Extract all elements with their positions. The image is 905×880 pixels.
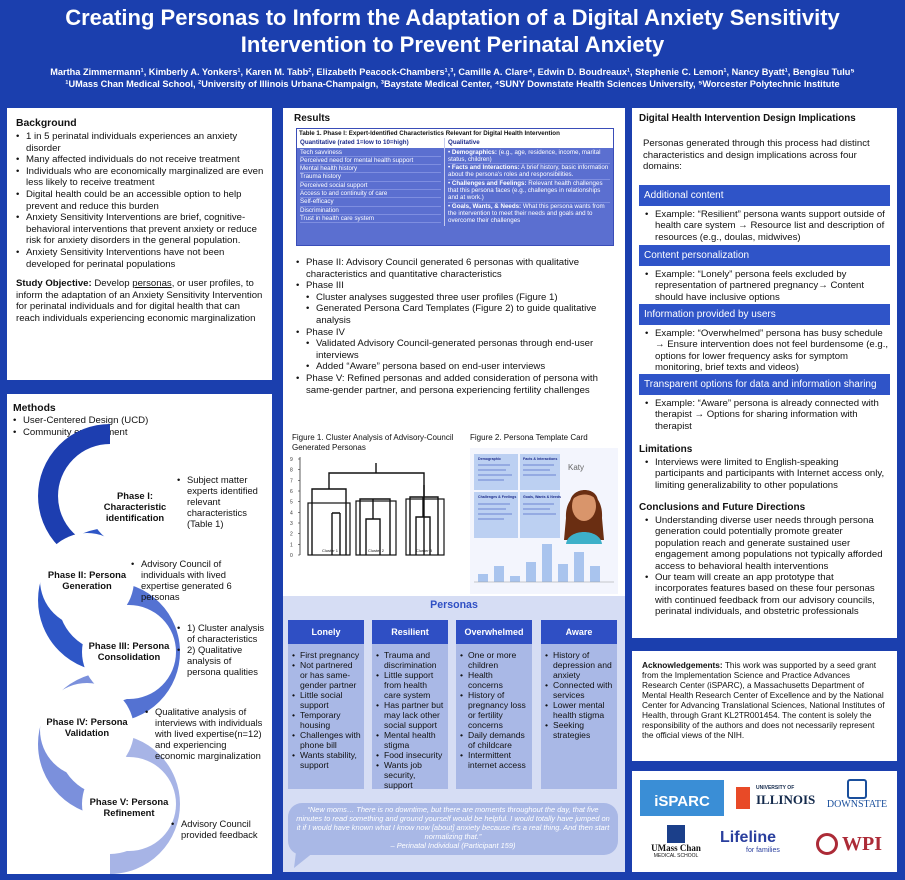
qual-term: Demographics: <box>451 148 497 156</box>
persona-name: Resilient <box>372 620 448 644</box>
list-item: • Wants stability, support <box>292 750 361 770</box>
cluster-label: Cluster 2 <box>368 548 385 553</box>
list-item: • Little social support <box>292 690 361 710</box>
qual-term: Goals, Wants, & Needs: <box>451 202 522 210</box>
y-tick-label: 7 <box>290 478 293 485</box>
list-item: • Generated Persona Card Templates (Figure 2) to guide qualitative analysis <box>306 303 618 326</box>
design-section-heading: Additional content <box>639 185 890 206</box>
objective-pre: Develop <box>91 278 133 290</box>
design-section-text <box>645 398 889 432</box>
table-header-quant: Quantitative (rated 1=low to 10=high) <box>297 138 445 147</box>
phase-5-label: Phase V: Persona Refinement <box>89 796 169 818</box>
y-tick-label: 8 <box>290 467 293 474</box>
table-cell: • Facts and Interactions: A brief history, basic information about the persona's roles and responsibilities. <box>448 164 609 179</box>
table-cell: Mental health history <box>300 165 441 173</box>
authors: Martha Zimmermann¹, Kimberly A. Yonkers¹, Karen M. Tabb², Elizabeth Peacock-Chambers¹,³, Camille A. Clare⁴, Edwin D. Boudreaux¹, Stephenie C. Lemon¹, Nancy Byatt¹, Bengisu Tulu⁵ <box>50 67 855 77</box>
illinois-name: ILLINOIS <box>756 792 816 807</box>
design-section-text <box>645 328 889 374</box>
table-header-row <box>297 138 613 147</box>
table-cell: Discrimination <box>300 207 441 215</box>
y-tick-label: 6 <box>290 489 293 495</box>
list-item: • Interviews were limited to English-speaking participants and participants with Internet access only, limiting generalizability to other populations <box>645 457 889 491</box>
y-tick-label: 3 <box>290 521 293 527</box>
y-ticks <box>290 457 300 559</box>
persona-name: Lonely <box>288 620 364 644</box>
list-item: • Many affected individuals do not receive treatment <box>16 154 264 166</box>
y-tick-label: 1 <box>290 542 293 549</box>
cluster-label: Cluster 3 <box>416 548 433 553</box>
list-item: • Mental health stigma <box>376 730 445 750</box>
list-item: • Connected with services <box>545 680 614 700</box>
isparc-text: iSPARC <box>654 793 710 810</box>
conclusions-title: Conclusions and Future Directions <box>639 502 806 513</box>
conclusions-list <box>645 515 889 618</box>
lifeline-name: Lifeline <box>720 829 777 846</box>
phase-3-desc <box>177 622 265 677</box>
logos-panel <box>632 771 897 872</box>
list-item: • Wants job security, support <box>376 760 445 790</box>
list-item: • Advisory Council provided feedback <box>171 818 267 840</box>
umass-mark-icon <box>667 825 685 843</box>
quote-attribution: – Perinatal Individual (Participant 159) <box>390 840 516 850</box>
table-cell: Tech savviness <box>300 149 441 157</box>
list-item: • Challenges with phone bill <box>292 730 361 750</box>
background-panel <box>7 108 272 380</box>
list-item: • Qualitative analysis of interviews with individuals with lived expertise(n=12) and experiencing economic marginalization <box>145 706 267 761</box>
illinois-sub: UNIVERSITY OF <box>756 785 795 791</box>
list-item: • History of pregnancy loss or fertility concerns <box>460 690 529 730</box>
list-item: • First pregnancy <box>292 650 361 660</box>
acknowledgements-panel <box>632 651 897 761</box>
affiliations: ¹UMass Chan Medical School, ²University of Illinois Urbana-Champaign, ³Baystate Medical Center, ⁴SUNY Downstate Health Sciences University, ⁵Worcester Polytechnic Institute <box>65 79 840 89</box>
persona-card-aware <box>541 620 617 789</box>
table-cell: Access to and continuity of care <box>300 190 441 198</box>
design-section-heading: Transparent options for data and information sharing <box>639 374 890 395</box>
authors-block <box>0 66 905 90</box>
list-item: • Digital health could be an accessible option to help prevent and reduce this burden <box>16 189 264 212</box>
personas-title: Personas <box>430 599 478 611</box>
table-cell: Perceived social support <box>300 182 441 190</box>
y-tick-label: 0 <box>290 553 293 559</box>
table-quant-col <box>297 148 445 226</box>
wpi-logo <box>816 833 892 859</box>
list-item: • Anxiety Sensitivity Interventions have not been developed for perinatal populations <box>16 247 264 270</box>
table-header-qual: Qualitative <box>448 139 480 147</box>
table-cell: Self-efficacy <box>300 198 441 206</box>
list-item: • 2) Qualitative analysis of persona qualities <box>177 644 265 677</box>
results-phases <box>296 257 618 396</box>
ack-label: Acknowledgements: <box>642 660 723 670</box>
persona-card-lonely <box>288 620 364 789</box>
table-caption: Table 1. Phase I: Expert-Identified Characteristics Relevant for Digital Health Intervention <box>297 129 613 138</box>
list-item: • 1 in 5 perinatal individuals experiences an anxiety disorder <box>16 131 264 154</box>
card-box-title: Facts & Interactions <box>523 457 558 461</box>
list-item: • Not partnered or has same-gender partner <box>292 660 361 690</box>
list-item: • History of depression and anxiety <box>545 650 614 680</box>
list-item: • Has partner but may lack other social support <box>376 700 445 730</box>
y-tick-label: 4 <box>290 510 293 517</box>
list-item: • Community engagement <box>13 427 263 439</box>
qual-term: Facts and Interactions: <box>451 164 520 172</box>
phase-5-desc <box>171 818 267 840</box>
persona-card-resilient <box>372 620 448 789</box>
persona-name: Katy <box>568 463 585 472</box>
design-title: Digital Health Intervention Design Implications <box>639 113 856 124</box>
list-item: • Cluster analyses suggested three user profiles (Figure 1) <box>306 292 618 304</box>
phase-1-label: Phase I: Characteristic identification <box>103 490 167 523</box>
qual-term: Challenges and Feelings: <box>451 179 527 187</box>
umass-sub: MEDICAL SCHOOL <box>653 853 699 859</box>
qual-text: A brief history, basic information about the persona's roles and responsibilities. <box>448 164 609 179</box>
quote-bubble <box>288 803 618 855</box>
list-item: • Temporary housing <box>292 710 361 730</box>
downstate-emblem-icon <box>847 779 867 799</box>
figure-1-dendrogram <box>288 455 458 575</box>
quote-tail <box>292 852 322 868</box>
table-cell: Perceived need for mental health support <box>300 157 441 165</box>
list-item: • Subject matter experts identified relevant characteristics (Table 1) <box>177 474 265 529</box>
list-item: • Phase II: Advisory Council generated 6 personas with qualitative characteristics and quantitative characteristics <box>296 257 618 280</box>
poster-title <box>0 4 905 58</box>
list-item: • Trauma and discrimination <box>376 650 445 670</box>
background-title: Background <box>16 118 77 129</box>
table-cell: • Goals, Wants, & Needs: What this persona wants from the intervention to meet their needs and goals and to overcome their challenges <box>448 202 605 225</box>
figure-2-persona-card <box>470 448 620 594</box>
list-item: • Lower mental health stigma <box>545 700 614 720</box>
list-item: • Phase V: Refined personas and added consideration of persona with same-gender partner, and persona experiencing fertility challenges <box>296 373 618 396</box>
list-item: • Little support from health care system <box>376 670 445 700</box>
list-item: • Understanding diverse user needs through persona generation could potentially promote greater population reach and generate sustained user engagement among populations not typically afforded access to behavioral health interventions <box>645 515 889 572</box>
list-item: • One or more children <box>460 650 529 670</box>
table-cell: • Challenges and Feelings: Relevant health challenges that this persona faces (e.g., challenges in relationships and at work.) <box>448 180 610 203</box>
figure-1-caption: Figure 1. Cluster Analysis of Advisory-Council Generated Personas <box>292 433 454 452</box>
list-item: • Health concerns <box>460 670 529 690</box>
qual-text: Relevant health challenges that this persona faces (e.g., challenges in relationships and at work.) <box>448 179 603 202</box>
phase-4-label: Phase IV: Persona Validation <box>46 716 128 738</box>
methods-panel <box>7 394 272 874</box>
study-objective <box>16 278 264 324</box>
list-item: • Seeking strategies <box>545 720 614 740</box>
qual-text: (e.g., age, residence, income, marital status, children) <box>448 148 601 163</box>
design-section-heading: Information provided by users <box>639 304 890 325</box>
list-item: • Phase III <box>296 280 618 292</box>
dendrogram-lines <box>312 463 438 555</box>
list-item: • Example: “Aware” persona is already connected with therapist → Options for sharing information with therapist <box>645 398 889 432</box>
card-box-title: Challenges & Feelings <box>478 495 517 499</box>
downstate-name: DOWNSTATE <box>826 799 888 810</box>
phase-2-desc <box>131 558 265 602</box>
title-line-2: Intervention to Prevent Perinatal Anxiety <box>240 32 665 57</box>
design-intro: Personas generated through this process had distinct characteristics and design implications across four domains: <box>643 138 870 172</box>
design-section-text <box>645 269 889 303</box>
table-body <box>297 148 613 226</box>
limitations-list <box>645 457 889 491</box>
umass-name: UMass Chan <box>651 843 701 853</box>
list-item: • 1) Cluster analysis of characteristics <box>177 622 265 644</box>
results-title: Results <box>294 113 331 124</box>
y-tick-label: 2 <box>290 531 293 538</box>
list-item: • Daily demands of childcare <box>460 730 529 750</box>
phase-2-label: Phase II: Persona Generation <box>47 569 127 591</box>
list-item: • Phase IV <box>296 327 618 339</box>
dendro-branch <box>360 499 390 555</box>
list-item: • Advisory Council of individuals with lived expertise generated 6 personas <box>131 558 265 602</box>
design-section-text <box>645 209 889 243</box>
table-cell: • Demographics: (e.g., age, residence, income, marital status, children) <box>448 149 610 165</box>
cluster-labels <box>322 548 433 553</box>
downstate-logo <box>822 779 892 819</box>
persona-name: Aware <box>541 620 617 644</box>
list-item: • Intermittent internet access <box>460 750 529 770</box>
list-item: • Our team will create an app prototype that incorporates features based on these four personas with continued feedback from our advisory councils, perinatal individuals, and obstetric professionals <box>645 572 889 618</box>
background-list <box>16 131 264 270</box>
ack-text: This work was supported by a seed grant from the Implementation Science and Practice Advances Research Center (iSPARC), a Massachusetts Department of Mental Health Research Center of Excellence and by the National Center for Advancing Translational Sciences, National Institutes of Health, through Grant KL2TR001454. The content is solely the responsibility of the authors and does not necessarily represent the official views of the NIH. <box>642 660 885 740</box>
objective-text: , or user profiles, to inform the adaptation of an Anxiety Sensitivity Intervention for perinatal individuals and for digital health that can reach individuals experiencing economic marginalization <box>16 278 263 324</box>
list-item: • Anxiety Sensitivity Interventions are brief, cognitive-behavioral interventions that prevent anxiety or reduce risk for anxiety disorders in the general population. <box>16 212 264 247</box>
dendro-branch <box>312 489 346 555</box>
table-1 <box>296 128 614 246</box>
table-qual-col <box>445 148 613 226</box>
list-item: • Example: “Resilient” persona wants support outside of health care system → Resource list and description of resources (e.g., doulas, midwives) <box>645 209 889 243</box>
list-item: • Food insecurity <box>376 750 445 760</box>
figure-2-caption: Figure 2. Persona Template Card <box>470 433 588 442</box>
card-box-title: Demographic <box>478 457 501 461</box>
title-line-1: Creating Personas to Inform the Adaptation of a Digital Anxiety Sensitivity <box>65 5 840 30</box>
qual-text: What this persona wants from the intervention to meet their needs and goals and to overcome their challenges <box>448 202 605 225</box>
illinois-logo <box>736 783 816 815</box>
y-tick-label: 5 <box>290 499 293 506</box>
phase-4-desc <box>145 706 267 761</box>
table-cell: Trust in health care system <box>300 215 441 223</box>
objective-label: Study Objective: <box>16 278 92 290</box>
illinois-i-icon <box>736 787 750 809</box>
cluster-label: Cluster 1 <box>322 548 339 553</box>
card-box-title: Goals, Wants & Needs <box>523 495 562 499</box>
wpi-seal-icon <box>816 833 838 855</box>
phase-1-desc <box>177 474 265 529</box>
umass-logo <box>640 825 712 865</box>
wpi-name: WPI <box>842 833 882 855</box>
limitations-title: Limitations <box>639 444 693 455</box>
list-item: • Example: “Overwhelmed” persona has busy schedule → Ensure intervention does not feel burdensome (e.g., options for lower frequency asks for symptom monitoring, brief texts and videos) <box>645 328 889 374</box>
list-item: • Added “Aware” persona based on end-user interviews <box>306 361 618 373</box>
persona-name: Overwhelmed <box>456 620 532 644</box>
list-item: • User-Centered Design (UCD) <box>13 415 263 427</box>
table-cell: Trauma history <box>300 173 441 181</box>
y-tick-label: 9 <box>290 457 293 463</box>
objective-link: personas <box>132 278 172 290</box>
list-item: • Individuals who are economically marginalized are even less likely to receive treatment <box>16 166 264 189</box>
isparc-logo <box>640 780 724 816</box>
persona-card-overwhelmed <box>456 620 532 789</box>
lifeline-sub: for families <box>746 847 780 854</box>
list-item: • Example: “Lonely” persona feels excluded by representation of partnered pregnancy→ Content should have inclusive options <box>645 269 889 303</box>
phase-3-label: Phase III: Persona Consolidation <box>88 640 170 662</box>
methods-title: Methods <box>13 403 56 414</box>
quote-text: “New moms… There is no downtime, but there are moments throughout the day, that five minutes to read something and ground yourself would be helpful. I would totally have jumped on it if I would have known what I know now [about] anxiety because it's a real thing. And then start normalizing that.” <box>296 805 610 841</box>
design-section-heading: Content personalization <box>639 245 890 266</box>
lifeline-logo <box>720 829 812 865</box>
list-item: • Validated Advisory Council-generated personas through end-user interviews <box>306 338 618 361</box>
